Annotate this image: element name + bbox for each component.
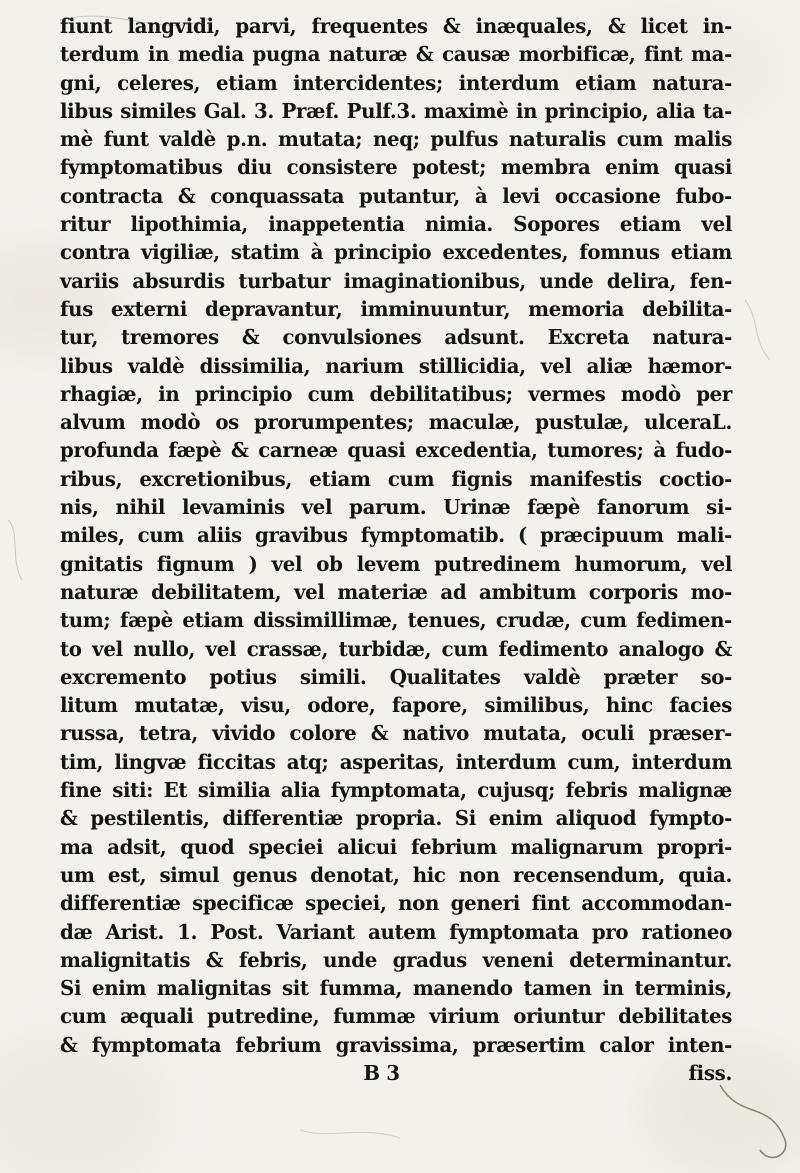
text-line: variis absurdis turbatur imaginationibus, unde delira, fen- xyxy=(60,268,732,293)
text-line: libus similes Gal. 3. Præf. Pulf.3. maximè in principio, alia ta- xyxy=(60,98,732,123)
text-line: ribus, excretionibus, etiam cum fignis manifestis coctio- xyxy=(60,466,732,491)
text-line: to vel nullo, vel crassæ, turbidæ, cum fedimento analogo & xyxy=(60,636,732,661)
text-line: Si enim malignitas sit fumma, manendo tamen in terminis, xyxy=(60,976,732,1001)
text-line: um est, simul genus denotat, hic non recensendum, quia. xyxy=(60,862,732,887)
text-line: nis, nihil levaminis vel parum. Urinæ fæpè fanorum si- xyxy=(60,495,732,520)
catchword: fiss. xyxy=(688,1060,732,1085)
text-line: rhagiæ, in principio cum debilitatibus; vermes modò per xyxy=(60,381,732,406)
text-line: fymptomatibus diu consistere potest; membra enim quasi xyxy=(60,155,732,180)
signature-mark: B 3 xyxy=(363,1060,400,1085)
text-line: contra vigiliæ, statim à principio excedentes, fomnus etiam xyxy=(60,240,732,265)
text-line: contracta & conquassata putantur, à levi occasione fubo- xyxy=(60,183,732,208)
text-line: excremento potius simili. Qualitates valdè præter so- xyxy=(60,664,732,689)
text-line: gni, celeres, etiam intercidentes; interdum etiam natura- xyxy=(60,70,732,95)
text-line: alvum modò os prorumpentes; maculæ, pustulæ, ulceraL. xyxy=(60,410,732,435)
text-line: malignitatis & febris, unde gradus veneni determinantur. xyxy=(60,947,732,972)
text-line: mè funt valdè p.n. mutata; neq; pulfus naturalis cum malis xyxy=(60,127,732,152)
page-footer xyxy=(60,1059,732,1087)
text-line: ma adsit, quod speciei alicui febrium malignarum propri- xyxy=(60,834,732,859)
text-line: fiunt langvidi, parvi, frequentes & inæquales, & licet in- xyxy=(60,14,732,38)
text-line: fus externi depravantur, imminuuntur, memoria debilita- xyxy=(60,296,732,321)
text-line: ritur lipothimia, inappetentia nimia. Sopores etiam vel xyxy=(60,212,732,237)
text-line: & pestilentis, differentiæ propria. Si enim aliquod fympto- xyxy=(60,806,732,831)
text-line: miles, cum aliis gravibus fymptomatib. ( præcipuum mali- xyxy=(60,523,732,548)
text-line: differentiæ specificæ speciei, non generi fint accommodan- xyxy=(60,891,732,916)
text-line: libus valdè dissimilia, narium stillicidia, vel aliæ hæmor- xyxy=(60,353,732,378)
text-line: naturæ debilitatem, vel materiæ ad ambitum corporis mo- xyxy=(60,579,732,604)
text-line: tim, lingvæ ficcitas atq; asperitas, interdum cum, interdum xyxy=(60,749,732,774)
text-line: cum æquali putredine, fummæ virium oriuntur debilitates xyxy=(60,1004,732,1029)
text-line: litum mutatæ, visu, odore, fapore, similibus, hinc facies xyxy=(60,693,732,718)
text-line: tum; fæpè etiam dissimillimæ, tenues, crudæ, cum fedimen- xyxy=(60,608,732,633)
text-line: dæ Arist. 1. Post. Variant autem fymptomata pro rationeo xyxy=(60,919,732,944)
text-line: tur, tremores & convulsiones adsunt. Excreta natura- xyxy=(60,325,732,350)
text-body xyxy=(60,12,760,1087)
text-line: profunda fæpè & carneæ quasi excedentia, tumores; à fudo- xyxy=(60,438,732,463)
text-line: gnitatis fignum ) vel ob levem putredinem humorum, vel xyxy=(60,551,732,576)
text-line: & fymptomata febrium gravissima, præsertim calor inten- xyxy=(60,1032,732,1057)
text-line: terdum in media pugna naturæ & causæ morbificæ, fint ma- xyxy=(60,42,732,67)
text-line: fine siti: Et similia alia fymptomata, cujusq; febris malignæ xyxy=(60,778,732,803)
text-line: russa, tetra, vivido colore & nativo mutata, oculi præser- xyxy=(60,721,732,746)
